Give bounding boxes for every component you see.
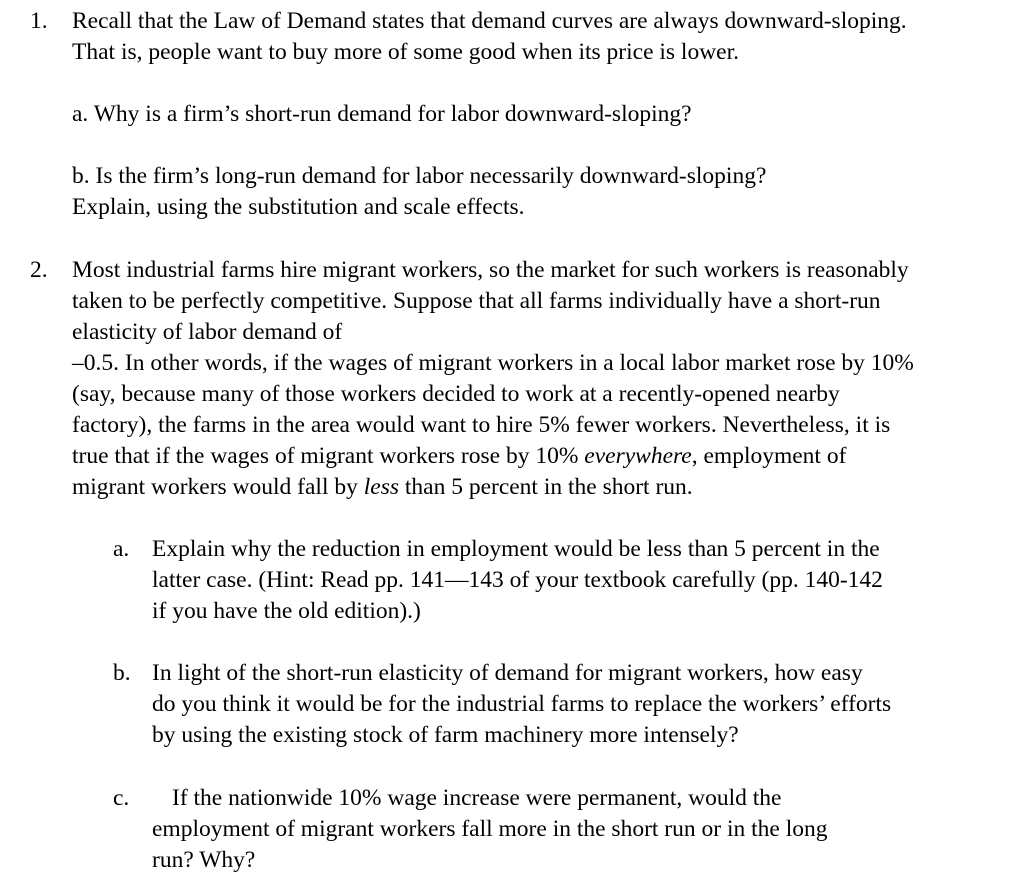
q2-part-b-line-3: by using the existing stock of farm machinery more intensely? [152, 722, 739, 748]
q1-part-b-line-1: b. Is the firm’s long-run demand for labor necessarily downward-sloping? [72, 163, 767, 189]
q2-part-b-label: b. [113, 660, 131, 686]
q2-line-6: factory), the farms in the area would want to hire 5% fewer workers. Nevertheless, it is [72, 412, 891, 438]
q2-part-c-line-2: employment of migrant workers fall more in the short run or in the long [152, 816, 828, 842]
q2-line-1: Most industrial farms hire migrant workers, so the market for such workers is reasonably [72, 257, 909, 283]
q2-line-8-emphasis: less [363, 474, 399, 500]
q1-part-b-line-2: Explain, using the substitution and scale effects. [72, 194, 525, 220]
q1-line-2: That is, people want to buy more of some good when its price is lower. [72, 39, 740, 65]
q2-part-b-line-2: do you think it would be for the industrial farms to replace the workers’ efforts [152, 691, 892, 717]
q2-line-5: (say, because many of those workers decided to work at a recently-opened nearby [72, 381, 840, 407]
q1-number: 1. [30, 8, 48, 34]
q2-line-3: elasticity of labor demand of [72, 319, 343, 345]
q1-line-1: Recall that the Law of Demand states that demand curves are always downward-sloping. [72, 8, 907, 34]
q2-part-b-line-1: In light of the short-run elasticity of demand for migrant workers, how easy [152, 660, 863, 686]
q2-part-a-line-1: Explain why the reduction in employment would be less than 5 percent in the [152, 536, 880, 562]
q2-line-7 [72, 441, 846, 471]
q2-part-c-label: c. [113, 785, 130, 811]
q2-line-8 [72, 472, 693, 502]
q1-part-a: a. Why is a firm’s short-run demand for labor downward-sloping? [72, 101, 692, 127]
q2-number: 2. [30, 257, 48, 283]
q2-part-a-line-2: latter case. (Hint: Read pp. 141—143 of your textbook carefully (pp. 140-142 [152, 567, 883, 593]
q2-part-a-line-3: if you have the old edition).) [152, 598, 421, 624]
q2-line-7-emphasis: everywhere [584, 443, 692, 469]
q2-part-c-line-3: run? Why? [152, 847, 256, 873]
q2-line-7-post: , employment of [691, 443, 847, 469]
q2-line-7-pre: true that if the wages of migrant workers rose by 10% [72, 443, 585, 469]
q2-part-a-label: a. [113, 536, 130, 562]
q2-part-c-line-1: If the nationwide 10% wage increase were permanent, would the [172, 785, 782, 811]
q2-line-4: –0.5. In other words, if the wages of migrant workers in a local labor market rose by 10% [72, 350, 914, 376]
q2-line-2: taken to be perfectly competitive. Suppose that all farms individually have a short-run [72, 288, 881, 314]
q2-line-8-pre: migrant workers would fall by [72, 474, 364, 500]
q2-line-8-post: than 5 percent in the short run. [398, 474, 693, 500]
